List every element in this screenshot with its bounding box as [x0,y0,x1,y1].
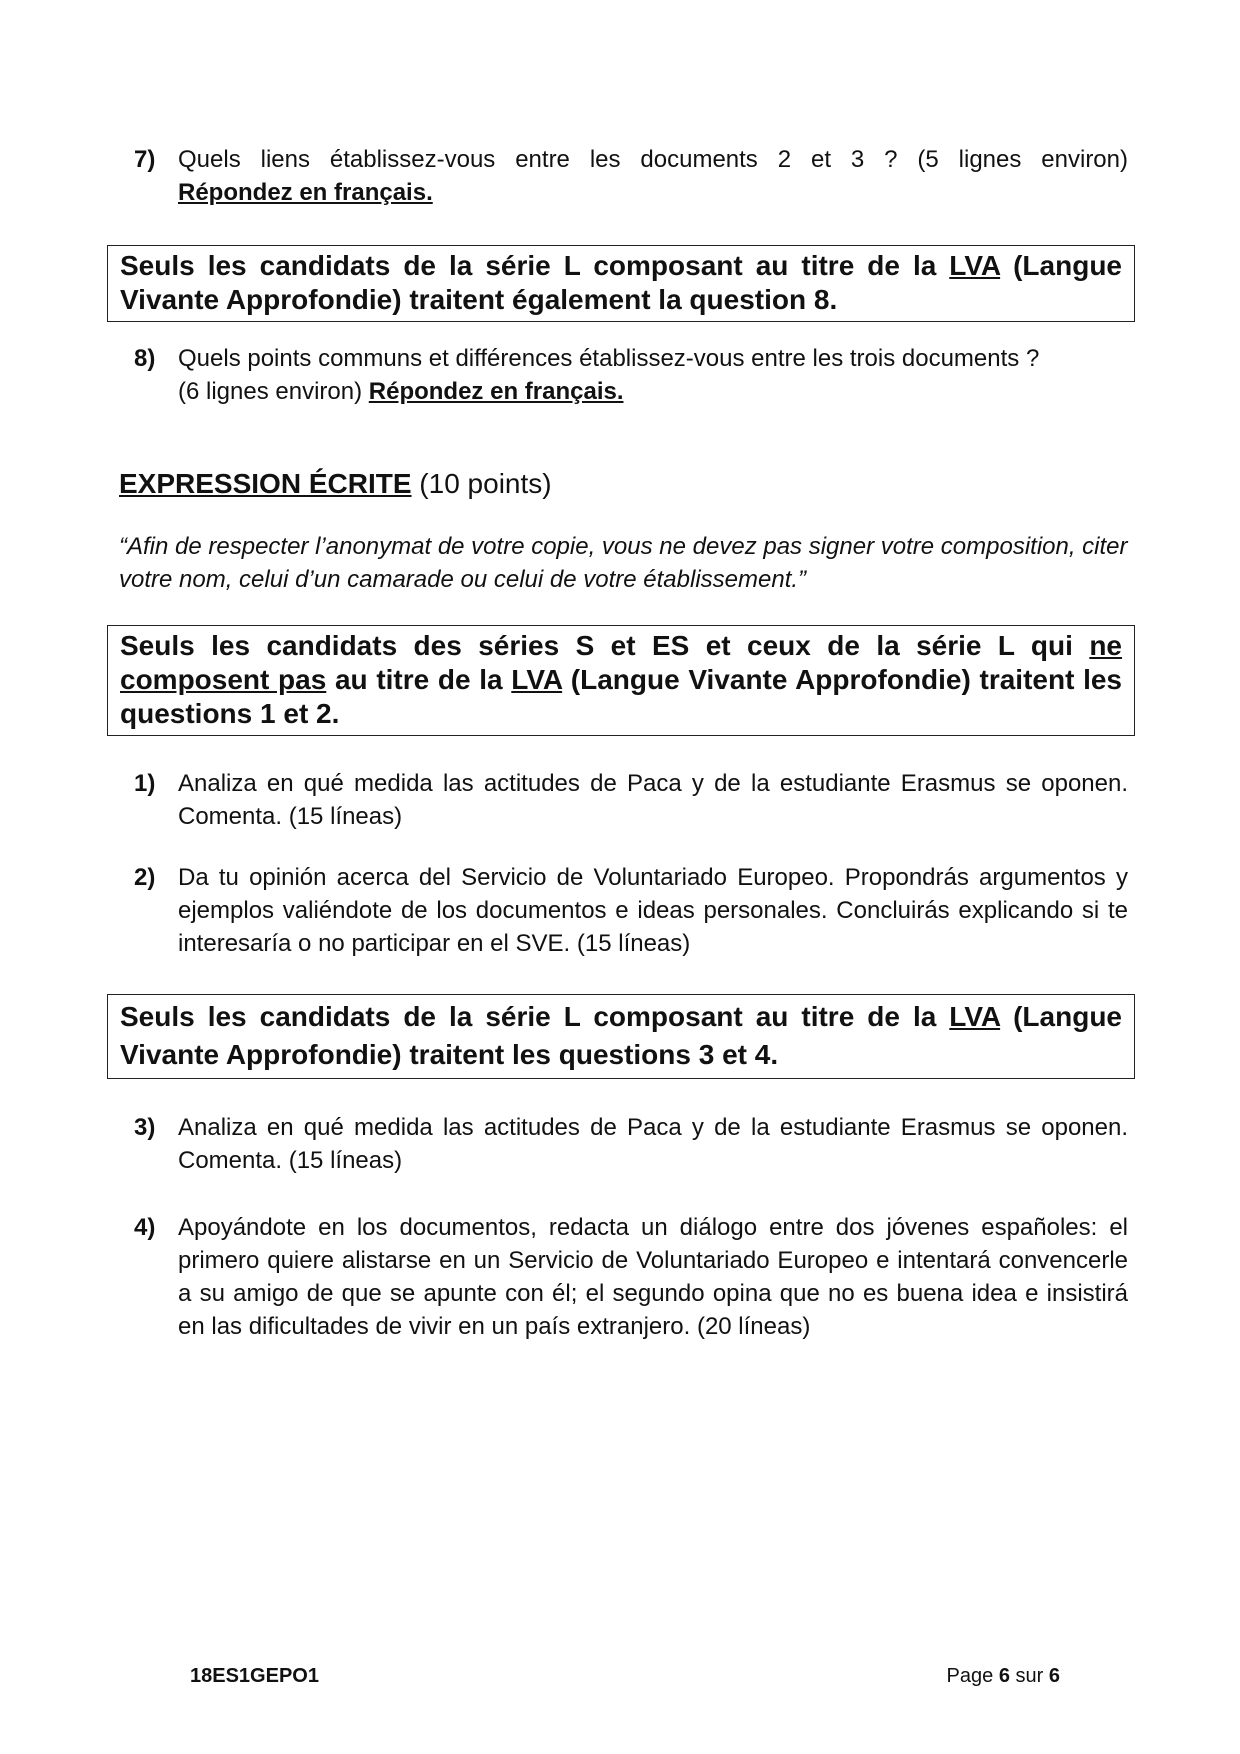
question-number: 3) [134,1114,156,1141]
lva-abbreviation: LVA [511,664,563,695]
ne-composent-pas: ne composent pas [120,630,1123,695]
box-text: (Langue Vivante Approfondie) traitent les questions 3 et 4. [120,1001,1122,1070]
question-text: Analiza en qué medida las actitudes de Paca y de la estudiante Erasmus se oponen. Comenta. (15 líneas) [178,1114,1128,1174]
question-number: 2) [134,864,156,891]
box-text: (Langue Vivante Approfondie) traitent également la question 8. [120,250,1122,315]
box-text: au titre de la [334,664,503,695]
box-text: (Langue Vivante Approfondie) traitent les questions 1 et 2. [120,664,1123,729]
box-text: Seuls les candidats de la série L composant au titre de la [120,1001,937,1032]
box-text: Seuls les candidats de la série L composant au titre de la [120,250,937,281]
section-points: (10 points) [419,468,552,499]
question-number: 8) [134,345,156,372]
answer-language-instruction: Répondez en français. [368,378,624,405]
lva-abbreviation: LVA [949,250,1001,281]
section-heading [119,466,552,502]
question-text: Da tu opinión acerca del Servicio de Voluntariado Europeo. Propondrás argumentos y ejemplos valiéndote de los documentos e ideas personales. Concluirás explicando si te interesaría o no participar en el SVE. (15 líneas) [178,864,1128,957]
question-number: 1) [134,770,156,797]
page-label: Page [946,1665,994,1687]
question-text: Quels liens établissez-vous entre les documents 2 et 3 ? (5 lignes environ) [178,146,1128,173]
instruction-box-lva-q8 [107,245,1135,322]
question-4 [134,1211,1128,1343]
question-text: Quels points communs et différences établissez-vous entre les trois documents ? [178,345,1040,372]
section-title: EXPRESSION ÉCRITE [119,468,412,499]
instruction-box-lva-q3-q4 [107,994,1135,1079]
question-3 [134,1111,1128,1177]
question-text: Apoyándote en los documentos, redacta un diálogo entre dos jóvenes españoles: el primero quiere alistarse en un Servicio de Voluntariado Europeo e intentará convencerle a su amigo de que se apunte con él; el segundo opina que no es buena idea e insistirá en las dificultades de vivir en un país extranjero. (20 líneas) [178,1214,1128,1340]
question-text: Analiza en qué medida las actitudes de Paca y de la estudiante Erasmus se oponen. Comenta. (15 líneas) [178,770,1128,830]
question-8 [134,342,1128,408]
subject-code: 18ES1GEPO1 [190,1665,319,1687]
question-length: (6 lignes environ) [178,378,363,405]
question-number: 7) [134,146,156,173]
question-number: 4) [134,1214,156,1241]
anonymity-note: “Afin de respecter l’anonymat de votre copie, vous ne devez pas signer votre composition, citer votre nom, celui d’un camarade ou celui de votre établissement.” [119,533,1128,593]
page-total: 6 [1048,1665,1060,1687]
question-2 [134,861,1128,960]
lva-abbreviation: LVA [949,1001,1001,1032]
page-separator: sur [1015,1665,1044,1687]
page-current: 6 [998,1665,1010,1687]
box-text: Seuls les candidats des séries S et ES et ceux de la série L qui [120,630,1073,661]
answer-language-instruction: Répondez en français. [178,179,433,206]
question-1 [134,767,1128,833]
page-number [947,1662,1060,1690]
instruction-box-non-lva [107,625,1135,736]
question-7 [134,143,1128,209]
